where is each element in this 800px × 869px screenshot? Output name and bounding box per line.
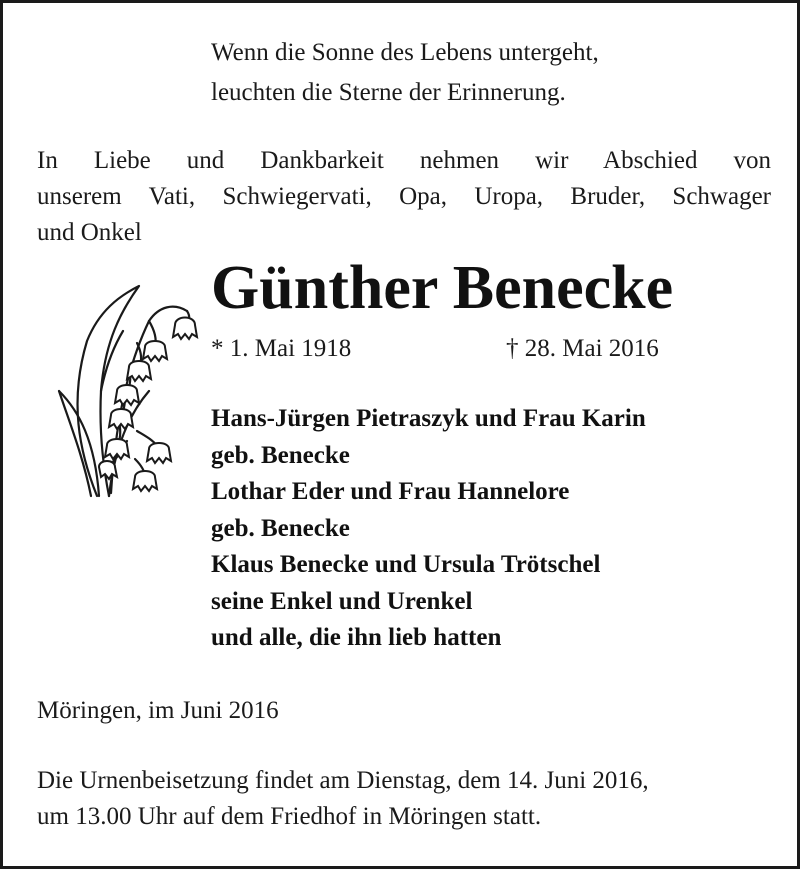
mourner-line: und alle, die ihn lieb hatten: [211, 624, 502, 651]
intro-line-1: In Liebe und Dankbarkeit nehmen wir Abschied von: [37, 147, 771, 174]
mourner-line: geb. Benecke: [211, 441, 350, 469]
mourner-line: geb. Benecke: [211, 514, 350, 542]
mourner-line: seine Enkel und Urenkel: [211, 587, 473, 615]
funeral-line-1: Die Urnenbeisetzung findet am Dienstag, dem 14. Juni 2016,: [37, 767, 649, 794]
motto: [211, 33, 599, 113]
mourners-list: [211, 401, 646, 657]
birth-date: * 1. Mai 1918: [211, 335, 352, 362]
deceased-name: Günther Benecke: [211, 254, 674, 322]
motto-line-1: Wenn die Sonne des Lebens untergeht,: [211, 39, 599, 66]
funeral-info: [37, 763, 649, 835]
death-date: † 28. Mai 2016: [506, 335, 659, 362]
lily-of-the-valley-icon: [39, 281, 199, 501]
funeral-line-2: um 13.00 Uhr auf dem Friedhof in Möringen statt.: [37, 803, 542, 830]
mourner-line: Klaus Benecke und Ursula Trötschel: [211, 551, 601, 578]
motto-line-2: leuchten die Sterne der Erinnerung.: [211, 79, 566, 106]
intro-line-3: und Onkel: [37, 219, 142, 246]
intro-line-2: unserem Vati, Schwiegervati, Opa, Uropa, Bruder, Schwager: [37, 183, 771, 210]
intro-text: [37, 143, 771, 251]
mourner-line: Lothar Eder und Frau Hannelore: [211, 478, 570, 505]
place-date: Möringen, im Juni 2016: [37, 697, 279, 724]
mourner-line: Hans-Jürgen Pietraszyk und Frau Karin: [211, 405, 646, 432]
